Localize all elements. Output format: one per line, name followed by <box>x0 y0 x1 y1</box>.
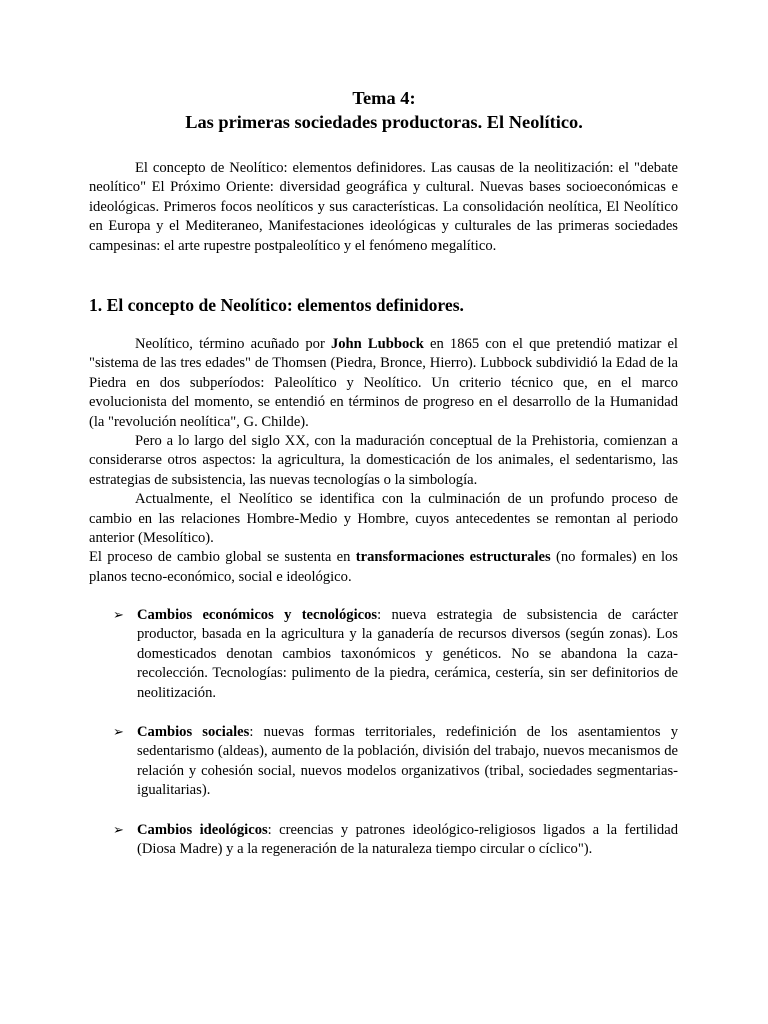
title-line-2: Las primeras sociedades productoras. El Neolítico. <box>185 112 583 132</box>
list-item <box>89 606 678 703</box>
paragraph-2: Pero a lo largo del siglo XX, con la maduración conceptual de la Prehistoria, comienzan a considerarse otros aspectos: la agricultura, la domesticación de los animales, el sedentarismo, las estrategias de subsistencia, las nuevas tecnologías o la simbología. <box>89 433 678 488</box>
p4-text-pre: El proceso de cambio global se sustenta en <box>89 549 356 566</box>
intro-paragraph: El concepto de Neolítico: elementos definidores. Las causas de la neolitización: el "debate neolítico" El Próximo Oriente: diversidad geográfica y cultural. Nuevas bases socioeconómicas e ideológicas. Primeros focos neolíticos y sus características. La consolidación neolítica, El Neolítico en Europa y el Mediteraneo, Manifestaciones ideológicas y culturales de las primeras sociedades campesinas: el arte rupestre postpaleolítico y el fenómeno megalítico. <box>89 160 678 254</box>
list-item-text: : creencias y patrones ideológico-religiosos ligados a la fertilidad (Diosa Madre) y a la regeneración de la naturaleza tiempo circular o cíclico"). <box>137 822 679 858</box>
p4-bold: transformaciones estructurales <box>355 549 551 566</box>
list-item-text: : nuevas formas territoriales, redefinición de los asentamientos y sedentarismo (aldeas), aumento de la población, división del trabajo, nuevos mecanismos de relación y cohesión social, nuevos modelos organizativos (tribal, sociedades segmentarias-igualitarias). <box>137 724 678 799</box>
list-item-bold: Cambios sociales <box>137 724 250 740</box>
section-body <box>89 335 678 587</box>
list-item-bold: Cambios ideológicos <box>137 822 268 838</box>
p1-bold: John Lubbock <box>330 336 424 352</box>
paragraph-1 <box>89 335 678 432</box>
list-item <box>89 821 678 860</box>
arrow-bullet-icon: ➢ <box>113 725 124 740</box>
list-item <box>89 723 678 801</box>
list-item-text: : nueva estrategia de subsistencia de carácter productor, basada en la agricultura y la ganadería de recursos diversos (según zonas). Los domesticados denotan cambios taxonómicos y genéticos. No se abandona la caza-recolección. Tecnologías: pulimento de la piedra, cerámica, cestería, sin ser definitorios de neolitización. <box>137 607 678 701</box>
p1-text-pre: Neolítico, término acuñado por <box>135 336 331 352</box>
arrow-bullet-icon: ➢ <box>113 608 124 623</box>
p1-text-post: en 1865 con el que pretendió matizar el "sistema de las tres edades" de Thomsen (Piedra, Bronce, Hierro). Lubbock subdividió la Edad de la Piedra en dos subperíodos: Paleolítico y Neolítico. Un criterio técnico que, en el marco evolucionista del momento, se entendió en términos de progreso en el desarrollo de la Humanidad (la "revolución neolítica", G. Childe). <box>89 336 678 430</box>
list-item-bold: Cambios económicos y tecnológicos <box>137 607 378 623</box>
document-title <box>0 86 768 134</box>
paragraph-4 <box>89 548 678 587</box>
paragraph-3: Actualmente, el Neolítico se identifica con la culminación de un profundo proceso de cambio en las relaciones Hombre-Medio y Hombre, cuyos antecedentes se remontan al periodo anterior (Mesolítico). <box>89 491 678 547</box>
arrow-bullet-icon: ➢ <box>113 823 124 838</box>
intro-section <box>89 159 678 256</box>
p4-text-post: (no formales) en los planos tecno-económico, social e ideológico. <box>89 549 678 585</box>
section-heading: 1. El concepto de Neolítico: elementos definidores. <box>89 295 464 315</box>
title-line-1: Tema 4: <box>352 88 416 108</box>
